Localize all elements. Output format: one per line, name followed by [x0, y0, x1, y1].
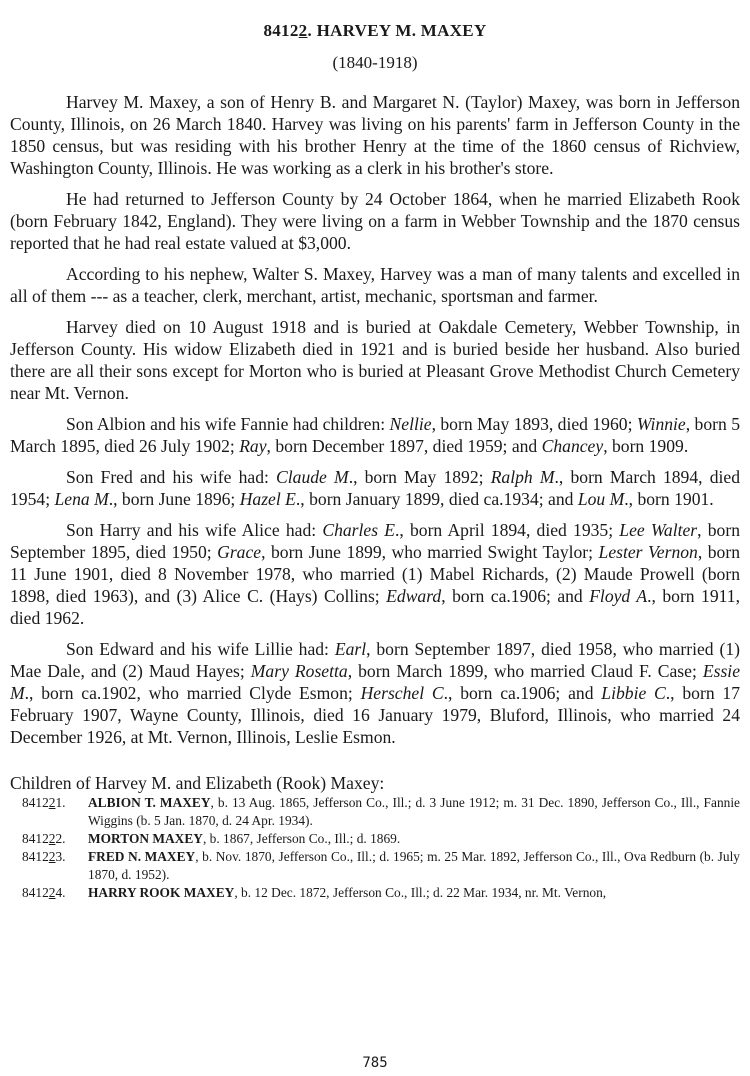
- italic-name: Edward: [386, 586, 442, 606]
- child-number: [22, 830, 66, 848]
- paragraph: [10, 263, 740, 307]
- child-number: [22, 794, 66, 812]
- child-number-prefix: 8412: [22, 831, 49, 846]
- child-entry: [10, 794, 740, 830]
- italic-name: Claude M: [276, 467, 349, 487]
- paragraph-text: ., born April 1894, died 1935;: [395, 520, 620, 540]
- italic-name: Ralph M: [490, 467, 555, 487]
- child-number-suffix: 1.: [55, 795, 66, 810]
- italic-name: Winnie: [636, 414, 686, 434]
- child-name: MORTON MAXEY: [88, 831, 203, 846]
- paragraph-text: , born March 1899, who married Claud F. Case;: [347, 661, 703, 681]
- italic-name: Mary Rosetta: [250, 661, 348, 681]
- page-number: 785: [362, 1055, 388, 1071]
- paragraph-text: , born September 1895, died 1950;: [10, 520, 740, 562]
- child-details: , b. 12 Dec. 1872, Jefferson Co., Ill.; d. 22 Mar. 1934, nr. Mt. Vernon,: [234, 885, 607, 900]
- paragraph: [10, 188, 740, 254]
- child-number-underlined: 2: [48, 831, 56, 846]
- italic-name: Lester Vernon: [598, 542, 698, 562]
- paragraph-text: Son Fred and his wife had:: [66, 467, 277, 487]
- paragraph: [10, 413, 740, 457]
- child-number-prefix: 8412: [22, 849, 49, 864]
- paragraph-text: According to his nephew, Walter S. Maxey, Harvey was a man of many talents and excelled in all of them --- as a teacher, clerk, merchant, artist, mechanic, sportsman and farmer.: [10, 264, 740, 306]
- paragraph-text: ., born 17 February 1907, Wayne County, Illinois, died 16 January 1979, Bluford, Illinois, who married 24 December 1926, at Mt. Vernon, Illinois, Leslie Esmon.: [10, 683, 740, 747]
- italic-name: Floyd A: [589, 586, 648, 606]
- paragraph: [10, 316, 740, 404]
- italic-name: Chancey: [541, 436, 604, 456]
- child-number: [22, 884, 66, 902]
- paragraph-text: , born 5 March 1895, died 26 July 1902;: [10, 414, 741, 456]
- paragraph-text: ., born March 1894, died 1954;: [10, 467, 740, 509]
- italic-name: Charles E: [322, 520, 395, 540]
- child-entry: [10, 884, 740, 902]
- paragraph-text: ., born ca.1902, who married Clyde Esmon;: [24, 683, 361, 703]
- life-dates: (1840-1918): [332, 53, 418, 72]
- child-details: , b. 13 Aug. 1865, Jefferson Co., Ill.; d. 3 June 1912; m. 31 Dec. 1890, Jefferson Co., Ill., Fannie Wiggins (b. 5 Jan. 1870, d. 24 Apr. 1934).: [88, 795, 741, 828]
- paragraph-text: ., born ca.1906; and: [443, 683, 602, 703]
- child-number-underlined: 2: [48, 795, 56, 810]
- title-name: . HARVEY M. MAXEY: [307, 21, 487, 40]
- paragraph-text: , born December 1897, died 1959; and: [266, 436, 542, 456]
- paragraph-text: , born 11 June 1901, died 8 November 1978, who married (1) Mabel Richards, (2) Maude Prowell (born 1898, died 1963), and (3) Alice C. (Hays) Collins;: [10, 542, 740, 606]
- child-number-suffix: 2.: [55, 831, 66, 846]
- paragraph: [10, 466, 740, 510]
- italic-name: Ray: [239, 436, 267, 456]
- child-number-underlined: 2: [48, 849, 56, 864]
- paragraph-text: ., born June 1896;: [108, 489, 240, 509]
- document-page: [10, 0, 740, 902]
- paragraph: [10, 519, 740, 629]
- paragraph-text: Harvey died on 10 August 1918 and is buried at Oakdale Cemetery, Webber Township, in Jefferson County. His widow Elizabeth died in 1921 and is buried beside her husband. Also buried there are all their sons except for Morton who is buried at Pleasant Grove Methodist Church Cemetery near Mt. Vernon.: [10, 317, 740, 403]
- child-entry: [10, 848, 740, 884]
- children-heading: Children of Harvey M. and Elizabeth (Rook) Maxey:: [10, 773, 385, 793]
- italic-name: Herschel C: [360, 683, 444, 703]
- italic-name: Essie M: [10, 661, 740, 703]
- paragraph-text: ., born January 1899, died ca.1934; and: [295, 489, 578, 509]
- child-number-suffix: 3.: [55, 849, 66, 864]
- paragraph-text: Son Albion and his wife Fannie had children:: [66, 414, 390, 434]
- page-title: [10, 19, 740, 43]
- child-name: FRED N. MAXEY: [88, 849, 196, 864]
- paragraph-text: He had returned to Jefferson County by 24 October 1864, when he married Elizabeth Rook (born February 1842, England). They were living on a farm in Webber Township and the 1870 census reported that he had real estate valued at $3,000.: [10, 189, 740, 253]
- italic-name: Grace: [217, 542, 262, 562]
- child-name: ALBION T. MAXEY: [88, 795, 211, 810]
- italic-name: Nellie: [389, 414, 432, 434]
- italic-name: Lou M: [577, 489, 625, 509]
- title-number-underlined: 2: [298, 21, 308, 40]
- biography-body: [10, 91, 740, 748]
- paragraph-text: ., born 1901.: [624, 489, 714, 509]
- italic-name: Lee Walter: [619, 520, 698, 540]
- paragraph-text: , born ca.1906; and: [441, 586, 590, 606]
- italic-name: Libbie C: [601, 683, 666, 703]
- child-number-prefix: 8412: [22, 795, 49, 810]
- child-number-suffix: 4.: [55, 885, 66, 900]
- paragraph: [10, 638, 740, 748]
- paragraph-text: Son Edward and his wife Lillie had:: [66, 639, 335, 659]
- paragraph: [10, 91, 740, 179]
- italic-name: Hazel E: [239, 489, 296, 509]
- paragraph-text: , born June 1899, who married Swight Taylor;: [261, 542, 599, 562]
- child-entry: [10, 830, 740, 848]
- title-number-prefix: 8412: [263, 21, 299, 40]
- paragraph-text: , born 1909.: [603, 436, 689, 456]
- child-number: [22, 848, 66, 866]
- child-number-underlined: 2: [48, 885, 56, 900]
- paragraph-text: ., born May 1892;: [348, 467, 491, 487]
- child-number-prefix: 8412: [22, 885, 49, 900]
- child-details: , b. 1867, Jefferson Co., Ill.; d. 1869.: [202, 831, 401, 846]
- paragraph-text: ., born 1911, died 1962.: [10, 586, 740, 628]
- italic-name: Earl: [334, 639, 367, 659]
- italic-name: Lena M: [54, 489, 109, 509]
- paragraph-text: Harvey M. Maxey, a son of Henry B. and Margaret N. (Taylor) Maxey, was born in Jefferson County, Illinois, on 26 March 1840. Harvey was living on his parents' farm in Jefferson County in the 1850 census, but was residing with his brother Henry at the time of the 1860 census of Richview, Washington County, Illinois. He was working as a clerk in his brother's store.: [10, 92, 740, 178]
- children-list: [10, 794, 740, 902]
- paragraph-text: , born September 1897, died 1958, who married (1) Mae Dale, and (2) Maud Hayes;: [10, 639, 740, 681]
- paragraph-text: Son Harry and his wife Alice had:: [66, 520, 323, 540]
- child-name: HARRY ROOK MAXEY: [88, 885, 235, 900]
- child-details: , b. Nov. 1870, Jefferson Co., Ill.; d. 1965; m. 25 Mar. 1892, Jefferson Co., Ill., Ova Redburn (b. July 1870, d. 1952).: [88, 849, 740, 882]
- paragraph-text: , born May 1893, died 1960;: [431, 414, 637, 434]
